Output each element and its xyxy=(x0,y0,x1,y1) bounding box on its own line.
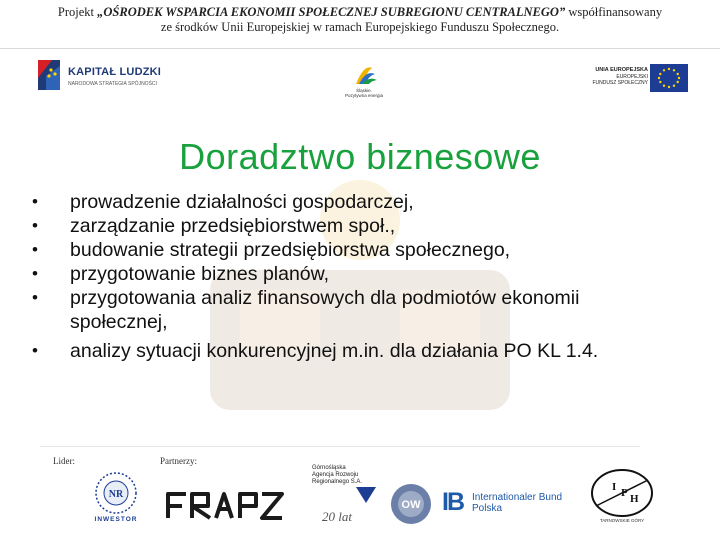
list-item xyxy=(32,262,632,286)
header-prefix: Projekt xyxy=(57,5,98,19)
ib-line-1: Internationaler Bund xyxy=(472,492,563,503)
list-item-text: przygotowanie biznes planów, xyxy=(70,263,330,285)
garr-triangle-icon xyxy=(356,487,376,505)
svg-text:NR: NR xyxy=(108,489,124,500)
list-item-text: prowadzenie działalności gospodarczej, xyxy=(70,191,414,213)
header-divider xyxy=(0,48,720,49)
garr-line-2: Agencja Rozwoju xyxy=(312,472,359,478)
garr-logo xyxy=(300,465,378,527)
internationaler-bund-logo xyxy=(442,488,576,520)
inwestor-logo xyxy=(78,470,154,526)
kapital-ludzki-logo xyxy=(34,56,184,98)
project-header xyxy=(0,0,720,46)
bullet-icon: • xyxy=(32,216,38,235)
list-item-text: analizy sytuacji konkurencyjnej m.in. dla działania PO KL 1.4. xyxy=(70,340,599,362)
inwestor-icon xyxy=(78,470,154,516)
list-item xyxy=(32,238,632,262)
header-project-name: „OŚRODEK WSPARCIA EKONOMII SPOŁECZNEJ SUBREGIONU CENTRALNEGO” xyxy=(97,5,566,19)
kapital-ludzki-title: KAPITAŁ LUDZKI xyxy=(68,66,162,78)
svg-text:I: I xyxy=(612,481,617,493)
list-item xyxy=(32,286,632,334)
list-item xyxy=(32,339,632,363)
iph-logo xyxy=(588,468,656,526)
partners-label: Partnerzy: xyxy=(160,456,197,466)
ib-mark-icon: IB xyxy=(442,488,463,516)
eu-flag-icon xyxy=(650,64,688,92)
eu-line-1: UNIA EUROPEJSKA xyxy=(595,67,648,73)
frapz-wordmark-icon xyxy=(164,488,286,522)
slaskie-line-2: Pozytywna energia xyxy=(344,93,384,98)
eu-line-3: FUNDUSZ SPOŁECZNY xyxy=(592,80,648,86)
kapital-ludzki-subtitle: NARODOWA STRATEGIA SPÓJNOŚCI xyxy=(68,81,157,87)
garr-line-3: Regionalnego S.A. xyxy=(312,479,363,485)
header-line-1 xyxy=(0,5,720,20)
slaskie-logo xyxy=(342,62,386,102)
eu-line-2: EUROPEJSKI xyxy=(616,73,648,80)
svg-text:OW: OW xyxy=(401,499,421,511)
bullet-icon: • xyxy=(32,192,38,211)
garr-line-1: Górnośląska xyxy=(312,465,346,471)
list-item-text: przygotowania analiz finansowych dla podmiotów ekonomii społecznej, xyxy=(70,287,580,333)
svg-text:H: H xyxy=(630,493,639,505)
list-item xyxy=(32,190,632,214)
iph-subtitle: TARNOWSKIE GÓRY xyxy=(599,518,645,523)
bullet-icon: • xyxy=(32,264,38,283)
ib-line-2: Polska xyxy=(472,503,503,514)
slide-title: Doradztwo biznesowe xyxy=(179,136,541,177)
iph-icon xyxy=(588,468,656,518)
bullet-icon: • xyxy=(32,288,38,307)
garr-years: 20 lat xyxy=(322,509,352,524)
header-line-2: ze środków Unii Europejskiej w ramach Europejskiego Funduszu Społecznego. xyxy=(160,20,560,34)
list-item-text: zarządzanie przedsiębiorstwem społ., xyxy=(70,215,396,237)
slaskie-line-1: Śląskie. xyxy=(356,88,372,93)
kapital-ludzki-icon xyxy=(34,56,64,94)
list-item-text: budowanie strategii przedsiębiorstwa społecznego, xyxy=(70,239,511,261)
bullet-icon: • xyxy=(32,240,38,259)
svg-text:P: P xyxy=(621,487,628,499)
owes-icon xyxy=(389,482,433,526)
eu-logo xyxy=(588,64,688,96)
bullet-list xyxy=(32,190,632,363)
slaskie-icon xyxy=(342,62,386,88)
frapz-logo xyxy=(164,488,286,522)
bullet-icon: • xyxy=(32,341,38,360)
inwestor-label: INWESTOR xyxy=(94,516,138,523)
header-suffix: współfinansowany xyxy=(565,5,663,19)
owes-logo xyxy=(389,482,433,526)
footer-divider xyxy=(40,446,640,447)
lider-label: Lider: xyxy=(53,456,75,466)
list-item xyxy=(32,214,632,238)
